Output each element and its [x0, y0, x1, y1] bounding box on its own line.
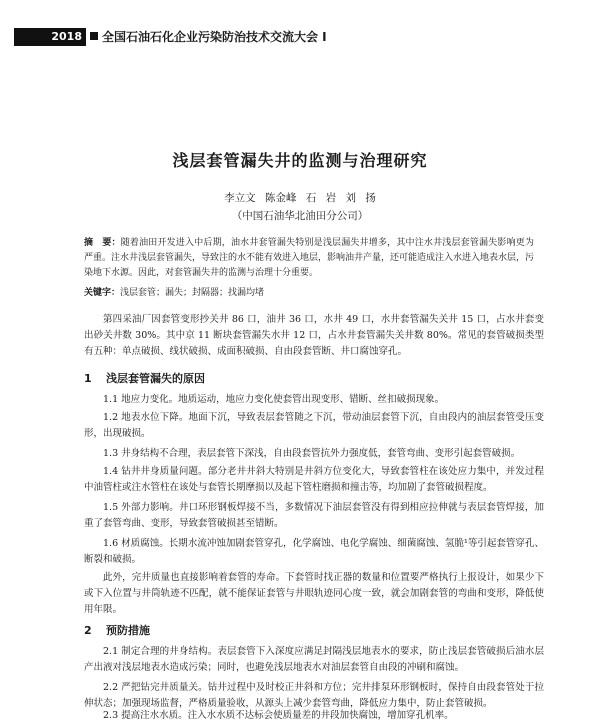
abstract-label: 摘 要： [84, 238, 121, 248]
section-1-paragraph: 1.3 井身结构不合理，表层套管下深浅，自由段套管抗外力强度低，套管弯曲、变形引起套管破损。 [103, 448, 521, 459]
keywords [84, 286, 534, 301]
conference-title: 全国石油石化企业污染防治技术交流大会 I [102, 30, 327, 44]
section-1-paragraph: 1.5 外部力影响。井口环形钢板焊接不当，多数情况下油层套管没有得到相应拉伸就与表层套管焊接，加重了套管弯曲、变形，导致套管破损甚至错断。 [84, 502, 544, 529]
section-2-title: 预防措施 [106, 624, 150, 637]
section-1-heading [84, 370, 205, 386]
affiliation: （中国石油华北油田分公司） [231, 210, 369, 222]
keywords-label: 关键字： [84, 288, 121, 298]
section-1-paragraph: 1.2 地表水位下降。地面下沉，导致表层套管随之下沉，带动油层套管下沉，自由段内的油层套管受压变形，出现破损。 [84, 412, 544, 439]
keywords-text: 浅层套管；漏失；封隔器；找漏均堵 [120, 288, 265, 298]
section-1-paragraph: 此外，完井质量也直接影响着套管的寿命。下套管时找正器的数量和位置要严格执行上报设计，如果少下或下入位置与井筒轨迹不匹配，就不能保证套管与井眼轨迹同心度一致，就会加剧套管的弯曲和变形，降低使用年限。 [84, 572, 544, 615]
square-bullet-icon [90, 32, 98, 40]
year-badge: 2018 [14, 28, 86, 46]
section-2-number: 2 [84, 624, 92, 637]
section-1-paragraph: 1.1 地应力变化。地质运动，地应力变化使套管出现变形、错断、丝扣破损现象。 [103, 394, 445, 405]
section-1-number: 1 [84, 372, 92, 385]
section-1-title: 浅层套管漏失的原因 [106, 372, 205, 385]
paper-title: 浅层套管漏失井的监测与治理研究 [172, 151, 428, 170]
section-1-paragraph: 1.4 钻井井身质量问题。部分老井井斜大特别是井斜方位变化大，导致套管柱在该处应力集中，并发过程中油管柱或注水管柱在该处与套管长期摩损以及起下管柱磨损和撞击等，均加剧了套管破损程度。 [84, 466, 544, 493]
section-2-heading [84, 622, 150, 638]
abstract [84, 236, 534, 281]
section-2-paragraph: 2.2 严把钻完井质量关。钻井过程中及时校正井斜和方位；完井排泵环形钢板时，保持自由段套管处于拉伸状态；加强现场监督，严格质量验收，从源头上减少套管弯曲，降低应力集中，防止套管破损。 [84, 682, 544, 709]
section-2-paragraph: 2.1 制定合理的井身结构。表层套管下入深度应满足封隔浅层地表水的要求，防止浅层套管破损后油水层产出液对浅层地表水造成污染；同时，也避免浅层地表水对油层套管自由段的冲刷和腐蚀。 [84, 646, 544, 673]
page-header [14, 28, 586, 46]
section-1-paragraph: 1.6 材质腐蚀。长期水流冲蚀加剧套管穿孔，化学腐蚀、电化学腐蚀、细菌腐蚀、氢脆¹等引起套管穿孔、断裂和破损。 [84, 538, 544, 565]
intro-paragraph: 第四采油厂因套管变形抄关井 86 口，油井 36 口，水井 49 口，水井套管漏失关井 15 口，占水井套变出砂关井数 30%。其中京 11 断块套管漏失水井 12 口，占水井套管漏失关井数 80%。常见的套管破损类型有五种：单点破损、线状破损、成面积破损、自由段套管断、井口腐蚀穿孔。 [84, 314, 544, 357]
author-list: 李立文 陈金峰 石 岩 刘 扬 [224, 192, 376, 204]
section-2-paragraph: 2.3 提高注水水质。注入水水质不达标会使质量差的井段加快腐蚀，增加穿孔机率。 [103, 710, 454, 721]
abstract-text: 随着油田开发进入中后期，油水井套管漏失特别是浅层漏失井增多，其中注水井浅层套管漏失影响更为严重。注水井浅层套管漏失，导致注的水不能有效进入地层，影响油井产量，还可能造成注入水进入地表水层，污染地下水源。因此，对套管漏失井的监测与治理十分重要。 [84, 238, 535, 278]
